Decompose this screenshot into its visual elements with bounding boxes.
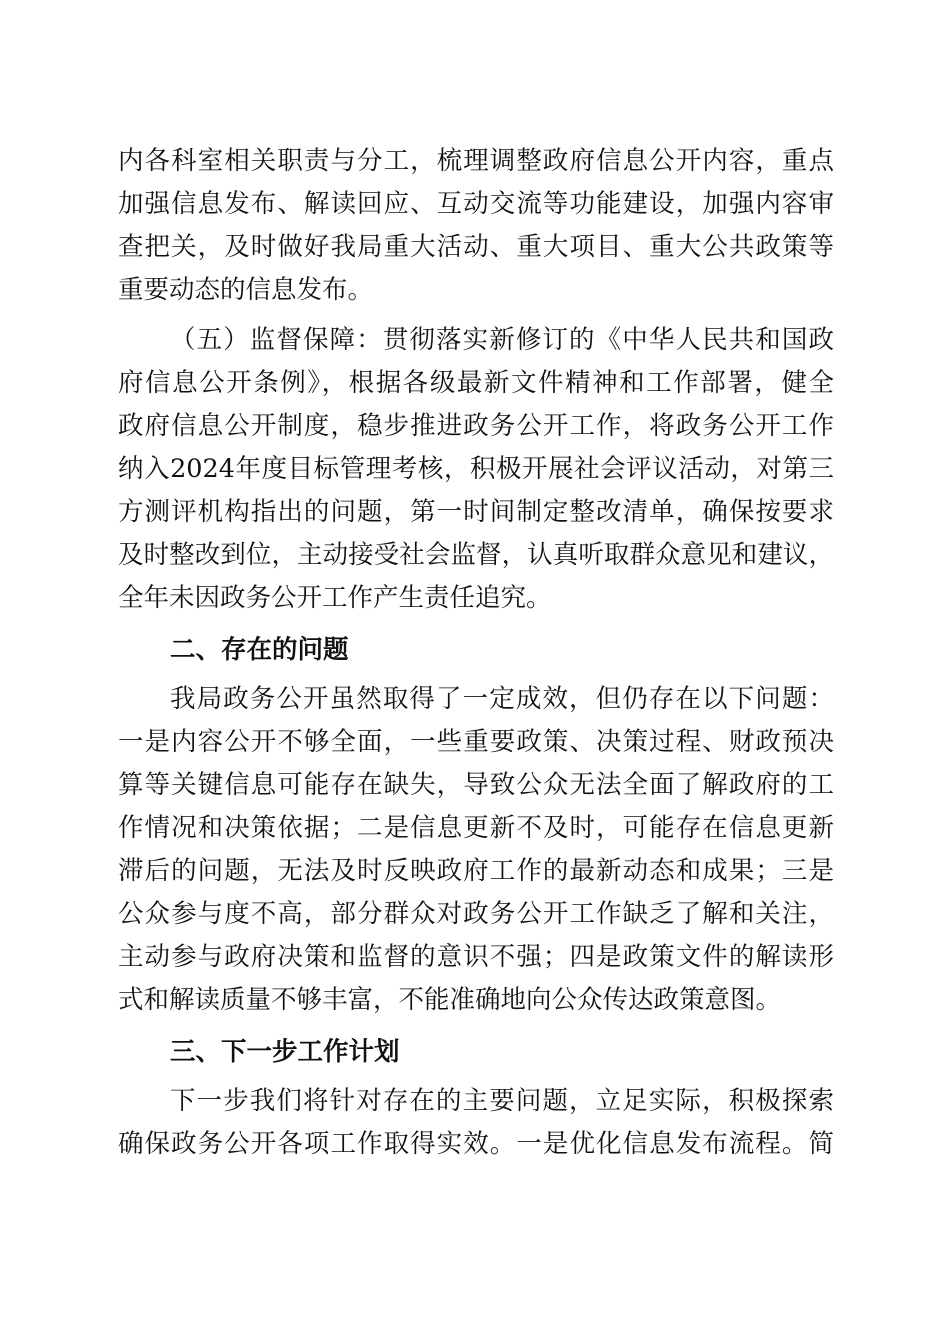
paragraph-line: 内各科室相关职责与分工，梳理调整政府信息公开内容，重点 <box>118 146 834 176</box>
paragraph-line: 一是内容公开不够全面，一些重要政策、决策过程、财政预决 <box>118 727 834 757</box>
paragraph-line: 下一步我们将针对存在的主要问题，立足实际，积极探索 <box>170 1086 834 1116</box>
paragraph-line: 作情况和决策依据；二是信息更新不及时，可能存在信息更新 <box>118 813 834 843</box>
paragraph-line: 加强信息发布、解读回应、互动交流等功能建设，加强内容审 <box>118 189 834 219</box>
paragraph-line: 查把关，及时做好我局重大活动、重大项目、重大公共政策等 <box>118 232 834 262</box>
section-heading: 三、下一步工作计划 <box>170 1037 400 1067</box>
paragraph-line: 政府信息公开制度，稳步推进政务公开工作，将政务公开工作 <box>118 411 834 441</box>
paragraph-line: 算等关键信息可能存在缺失，导致公众无法全面了解政府的工 <box>118 770 834 800</box>
paragraph-line: 式和解读质量不够丰富，不能准确地向公众传达政策意图。 <box>118 985 782 1015</box>
paragraph-line: 我局政务公开虽然取得了一定成效，但仍存在以下问题： <box>170 684 834 714</box>
paragraph-line: 府信息公开条例》，根据各级最新文件精神和工作部署，健全 <box>118 368 834 398</box>
section-heading: 二、存在的问题 <box>170 635 349 665</box>
paragraph-line: 纳入2024年度目标管理考核，积极开展社会评议活动，对第三 <box>118 454 834 484</box>
paragraph-line: 及时整改到位，主动接受社会监督，认真听取群众意见和建议， <box>118 540 834 570</box>
paragraph-line: 全年未因政务公开工作产生责任追究。 <box>118 583 552 613</box>
paragraph-line: 公众参与度不高，部分群众对政务公开工作缺乏了解和关注， <box>118 899 834 929</box>
paragraph-line: 滞后的问题，无法及时反映政府工作的最新动态和成果；三是 <box>118 856 834 886</box>
paragraph-line: 重要动态的信息发布。 <box>118 275 374 305</box>
paragraph-line: 方测评机构指出的问题，第一时间制定整改清单，确保按要求 <box>118 497 834 527</box>
paragraph-line: 主动参与政府决策和监督的意识不强；四是政策文件的解读形 <box>118 942 834 972</box>
paragraph-line: （五）监督保障：贯彻落实新修订的《中华人民共和国政 <box>170 325 834 355</box>
paragraph-line: 确保政务公开各项工作取得实效。一是优化信息发布流程。简 <box>118 1129 834 1159</box>
